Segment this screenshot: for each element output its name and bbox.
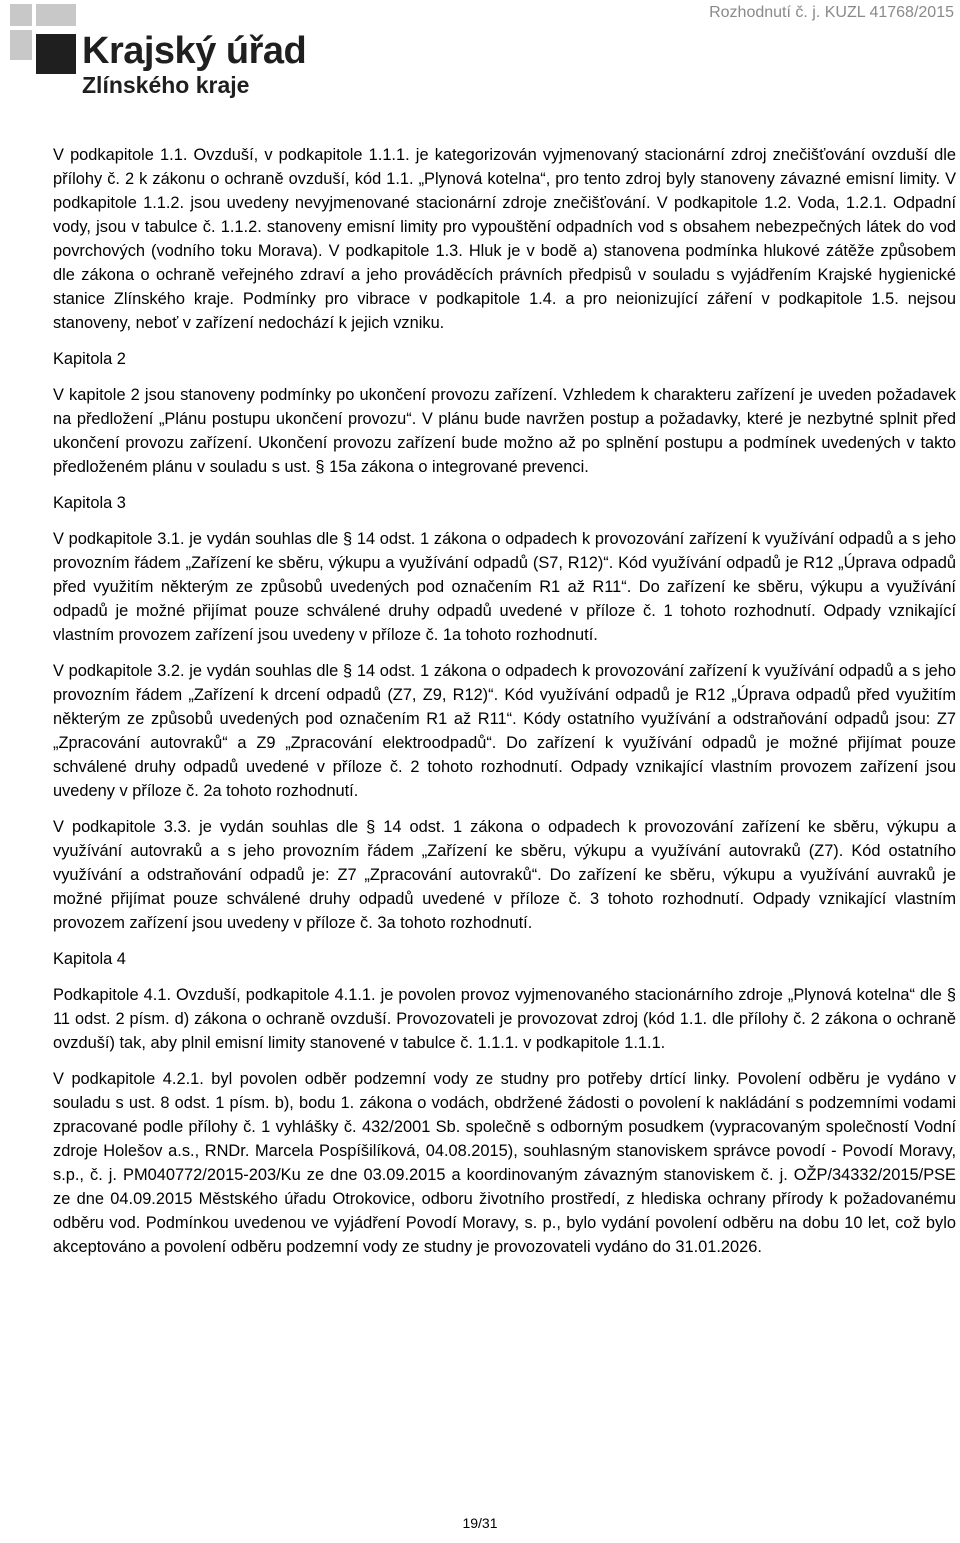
document-body	[53, 143, 956, 1259]
paragraph-subchapter-4-2: V podkapitole 4.2.1. byl povolen odběr podzemní vody ze studny pro potřeby drtící linky. Povolení odběru je vydáno v souladu s ust. 8 odst. 1 písm. b), bodu 1. zákona o vodách, obdržené žádosti o povolení k nakládání s podzemními vodami zpracované podle přílohy č. 1 vyhlášky č. 432/2001 Sb. společně s odborným posudkem (vypracovaným společností Vodní zdroje Holešov a.s., RNDr. Marcela Pospíšilíková, 04.08.2015), souhlasným stanoviskem správce povodí - Povodí Moravy, s.p., č. j. PM040772/2015-203/Ku ze dne 03.09.2015 a koordinovaným závazným stanoviskem č. j. OŽP/34332/2015/PSE ze dne 04.09.2015 Městského úřadu Otrokovice, odboru životního prostředí, z hlediska ochrany přírody k požadovanému odběru vod. Podmínkou uvedenou ve vyjádření Povodí Moravy, s. p., bylo vydání povolení odběru na dobu 10 let, což bylo akceptováno a povolení odběru podzemní vody ze studny je provozovateli vydáno do 31.01.2026.	[53, 1070, 956, 1256]
paragraph-chapter-2: V kapitole 2 jsou stanoveny podmínky po ukončení provozu zařízení. Vzhledem k charakteru zařízení je uveden požadavek na předložení „Plánu postupu ukončení provozu“. V plánu bude navržen postup a požadavky, které je nezbytné splnit před ukončení provozu zařízení. Ukončení provozu zařízení bude možno až po splnění postupu a podmínek uvedených v takto předloženém plánu v souladu s ust. § 15a zákona o integrované prevenci.	[53, 386, 956, 476]
heading-chapter-4: Kapitola 4	[53, 950, 126, 968]
logo-square	[10, 30, 32, 60]
paragraph-subchapter-3-1: V podkapitole 3.1. je vydán souhlas dle § 14 odst. 1 zákona o odpadech k provozování zařízení k využívání odpadů a s jeho provozním řádem „Zařízení ke sběru, výkupu a využívání odpadů (S7, R12)“. Kód využívání odpadů je R12 „Úprava odpadů před využitím některým ze způsobů uvedených pod označením R1 až R11“. Do zařízení ke sběru, výkupu a využívání odpadů je možné přijímat pouze schválené druhy odpadů uvedené v příloze č. 1 tohoto rozhodnutí. Odpady vznikající vlastním provozem zařízení jsou uvedeny v příloze č. 1a tohoto rozhodnutí.	[53, 530, 956, 644]
paragraph-subchapter-3-3: V podkapitole 3.3. je vydán souhlas dle § 14 odst. 1 zákona o odpadech k provozování zařízení ke sběru, výkupu a využívání autovraků a s jeho provozním řádem „Zařízení ke sběru, výkupu a využívání autovraků (Z7). Kód ostatního využívání a odstraňování odpadů je: Z7 „Zpracování autovraků“. Do zařízení ke sběru, výkupu a využívání auvraků je možné přijímat pouze schválené druhy odpadů uvedené v příloze č. 3 tohoto rozhodnutí. Odpady vznikající vlastním provozem zařízení jsou uvedeny v příloze č. 3a tohoto rozhodnutí.	[53, 818, 956, 932]
paragraph-subchapter-3-2: V podkapitole 3.2. je vydán souhlas dle § 14 odst. 1 zákona o odpadech k provozování zařízení k využívání odpadů a s jeho provozním řádem „Zařízení k drcení odpadů (Z7, Z9, R12)“. Kód využívání odpadů je R12 „Úprava odpadů před využitím některým ze způsobů uvedených pod označením R1 až R11“. Kódy ostatního využívání a odstraňování odpadů jsou: Z7 „Zpracování autovraků“ a Z9 „Zpracování elektroodpadů“. Do zařízení k využívání odpadů je možné přijímat pouze schválené druhy odpadů uvedené v příloze č. 2 tohoto rozhodnutí. Odpady vznikající vlastním provozem zařízení jsou uvedeny v příloze č. 2a tohoto rozhodnutí.	[53, 662, 956, 800]
paragraph-subchapter-4-1: Podkapitole 4.1. Ovzduší, podkapitole 4.1.1. je povolen provoz vyjmenovaného stacionárního zdroje „Plynová kotelna“ dle § 11 odst. 2 písm. d) zákona o ochraně ovzduší. Provozovateli je provozovat zdroj (kód 1.1. dle přílohy č. 2 zákona o ochraně ovzduší) tak, aby plnil emisní limity stanovené v tabulce č. 1.1.1. v podkapitole 1.1.1.	[53, 986, 956, 1052]
paragraph-chapter-1-summary: V podkapitole 1.1. Ovzduší, v podkapitole 1.1.1. je kategorizován vyjmenovaný stacionární zdroj znečišťování ovzduší dle přílohy č. 2 k zákonu o ochraně ovzduší, kód 1.1. „Plynová kotelna“, pro tento zdroj byly stanoveny závazné emisní limity. V podkapitole 1.1.2. jsou uvedeny nevyjmenované stacionární zdroje znečišťování. V podkapitole 1.2. Voda, 1.2.1. Odpadní vody, jsou v tabulce č. 1.1.2. stanoveny emisní limity pro vypouštění odpadních vod s obsahem nebezpečných látek do vod povrchových (vodního toku Morava). V podkapitole 1.3. Hluk je v bodě a) stanovena podmínka hlukové zátěže způsobem dle zákona o ochraně veřejného zdraví a jeho prováděcích právních předpisů v souladu s vyjádřením Krajské hygienické stanice Zlínského kraje. Podmínky pro vibrace v podkapitole 1.4. a pro neionizující záření v podkapitole 1.5. nejsou stanoveny, neboť v zařízení nedochází k jejich vzniku.	[53, 146, 956, 332]
heading-chapter-3: Kapitola 3	[53, 494, 126, 512]
logo-title: Krajský úřad	[82, 30, 307, 72]
logo-square	[10, 4, 32, 26]
krajsky-urad-logo	[10, 4, 310, 104]
page-number: 19/31	[462, 1515, 498, 1531]
logo-square	[36, 34, 76, 74]
logo-square	[36, 4, 76, 26]
document-reference: Rozhodnutí č. j. KUZL 41768/2015	[709, 4, 954, 21]
logo-subtitle: Zlínského kraje	[82, 72, 250, 98]
heading-chapter-2: Kapitola 2	[53, 350, 126, 368]
